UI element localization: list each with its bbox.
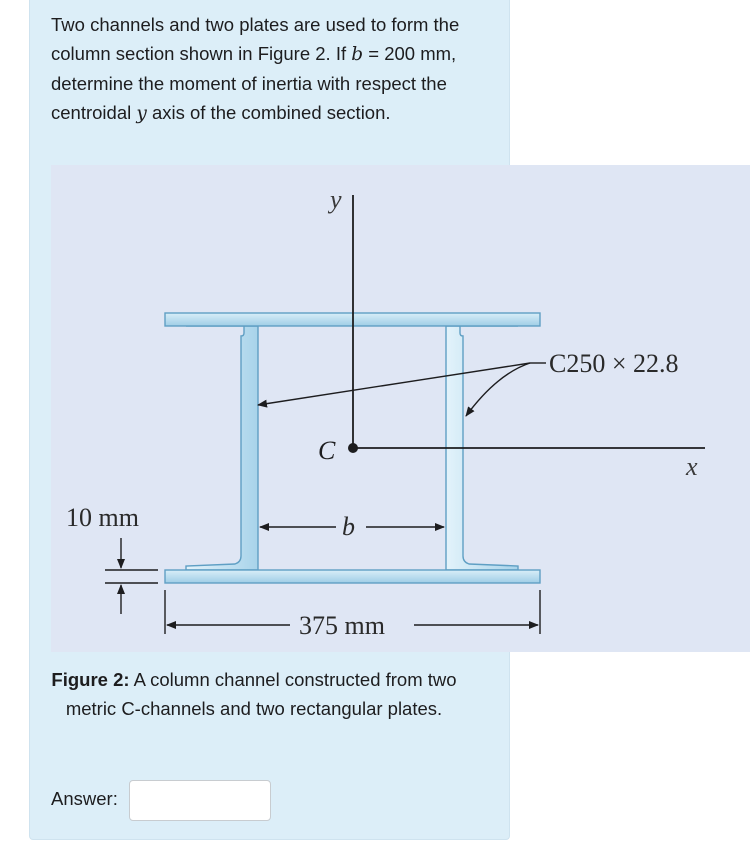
channel-designation-label: C250 × 22.8 xyxy=(549,349,679,378)
left-channel xyxy=(186,326,258,570)
answer-label: Answer: xyxy=(51,788,118,809)
centroid-label: C xyxy=(318,436,336,465)
y-symbol: y xyxy=(136,103,147,124)
bottom-plate xyxy=(165,570,540,583)
channel-leader-left xyxy=(258,363,530,405)
y-axis-label: y xyxy=(330,185,342,214)
question-text-part2: = 200 mm, determine the moment of inertia with respect the centroidal xyxy=(51,43,457,123)
answer-input[interactable] xyxy=(129,780,271,821)
centroid-dot xyxy=(348,443,358,453)
width-dimension-label: 375 mm xyxy=(299,611,385,640)
caption-figure-number: Figure 2: xyxy=(51,669,130,690)
question-text-part3: axis of the combined section. xyxy=(146,102,391,123)
b-symbol: b xyxy=(351,44,364,65)
question-text-part1: Two channels and two plates are used to form the column section shown in Figure 2. If xyxy=(51,14,460,64)
plate-thickness-label: 10 mm xyxy=(66,503,139,532)
caption-text: A column channel constructed from two metric C-channels and two rectangular plates. xyxy=(65,669,457,719)
figure-caption xyxy=(51,665,457,723)
x-axis-label: x xyxy=(686,452,698,481)
b-dimension-label: b xyxy=(342,512,355,541)
